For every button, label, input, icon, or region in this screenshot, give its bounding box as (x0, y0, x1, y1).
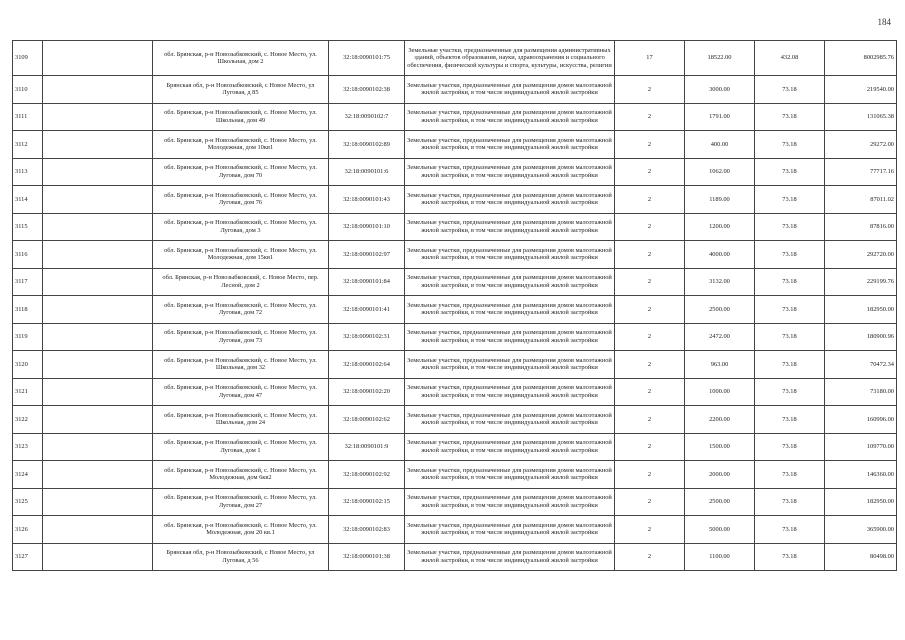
table-row (13, 268, 897, 296)
cadastral-number: 32:18:0090102:15 (329, 488, 405, 516)
cadastral-number: 32:18:0090102:31 (329, 323, 405, 351)
table-row (13, 131, 897, 159)
table-row (13, 516, 897, 544)
area-value: 963.00 (685, 351, 755, 379)
rate-value: 73.18 (755, 158, 825, 186)
rate-value: 73.18 (755, 213, 825, 241)
rate-value: 73.18 (755, 268, 825, 296)
address-cell: обл. Брянская, р-н Новозыбковский, с. Новое Место, ул. Молодежная, дом 6кв2 (153, 461, 329, 489)
area-value: 2000.00 (685, 461, 755, 489)
row-number: 3124 (13, 461, 43, 489)
cadastral-number: 32:18:0090102:20 (329, 378, 405, 406)
cadastral-number: 32:18:0090101:41 (329, 296, 405, 324)
land-use-description: Земельные участки, предназначенные для размещения домов малоэтажной жилой застройки, в том числе индивидуальной жилой застройки (405, 406, 615, 434)
rate-value: 432.08 (755, 41, 825, 76)
cadastral-number: 32:18:0090102:97 (329, 241, 405, 269)
cadastral-value: 182950.00 (825, 488, 897, 516)
land-use-description: Земельные участки, предназначенные для размещения домов малоэтажной жилой застройки, в том числе индивидуальной жилой застройки (405, 378, 615, 406)
land-use-description: Земельные участки, предназначенные для размещения домов малоэтажной жилой застройки, в том числе индивидуальной жилой застройки (405, 433, 615, 461)
area-value: 1100.00 (685, 543, 755, 571)
blank-cell (43, 516, 153, 544)
blank-cell (43, 378, 153, 406)
land-use-description: Земельные участки, предназначенные для размещения домов малоэтажной жилой застройки, в том числе индивидуальной жилой застройки (405, 351, 615, 379)
category-code: 2 (615, 461, 685, 489)
cadastral-value: 160996.00 (825, 406, 897, 434)
table-row (13, 378, 897, 406)
category-code: 2 (615, 131, 685, 159)
category-code: 2 (615, 323, 685, 351)
table-row (13, 543, 897, 571)
row-number: 3122 (13, 406, 43, 434)
address-cell: обл. Брянская, р-н Новозыбковский, с. Новое Место, ул. Луговая, дом 72 (153, 296, 329, 324)
land-use-description: Земельные участки, предназначенные для размещения домов малоэтажной жилой застройки, в том числе индивидуальной жилой застройки (405, 213, 615, 241)
row-number: 3117 (13, 268, 43, 296)
blank-cell (43, 543, 153, 571)
cadastral-number: 32:18:0090101:43 (329, 186, 405, 214)
land-use-description: Земельные участки, предназначенные для размещения домов малоэтажной жилой застройки, в том числе индивидуальной жилой застройки (405, 103, 615, 131)
cadastral-number: 32:18:0090102:89 (329, 131, 405, 159)
address-cell: обл. Брянская, р-н Новозыбковский, с. Новое Место, ул. Луговая, дом 1 (153, 433, 329, 461)
category-code: 2 (615, 103, 685, 131)
address-cell: обл. Брянская, р-н Новозыбковский, с. Новое Место, ул. Молодежная, дом 20 кв.1 (153, 516, 329, 544)
category-code: 2 (615, 158, 685, 186)
cadastral-number: 32:18:0090101:84 (329, 268, 405, 296)
cadastral-number: 32:18:0090101:10 (329, 213, 405, 241)
cadastral-number: 32:18:0090102:62 (329, 406, 405, 434)
table-body (13, 41, 897, 571)
row-number: 3113 (13, 158, 43, 186)
table-row (13, 158, 897, 186)
cadastral-number: 32:18:0090102:64 (329, 351, 405, 379)
address-cell: Брянская обл, р-н Новозыбковский, с Новое Место, ул Луговая, д 56 (153, 543, 329, 571)
cadastral-value: 131065.38 (825, 103, 897, 131)
land-use-description: Земельные участки, предназначенные для размещения домов малоэтажной жилой застройки, в том числе индивидуальной жилой застройки (405, 76, 615, 104)
rate-value: 73.18 (755, 543, 825, 571)
cadastral-value: 8002985.76 (825, 41, 897, 76)
table-row (13, 41, 897, 76)
row-number: 3112 (13, 131, 43, 159)
table-row (13, 488, 897, 516)
table-row (13, 433, 897, 461)
rate-value: 73.18 (755, 433, 825, 461)
row-number: 3126 (13, 516, 43, 544)
rate-value: 73.18 (755, 76, 825, 104)
cadastral-value: 87816.00 (825, 213, 897, 241)
area-value: 5000.00 (685, 516, 755, 544)
table-row (13, 296, 897, 324)
cadastral-number: 32:18:0090101:6 (329, 158, 405, 186)
address-cell: обл. Брянская, р-н Новозыбковский, с. Новое Место, ул. Луговая, дом 70 (153, 158, 329, 186)
row-number: 3109 (13, 41, 43, 76)
address-cell: обл. Брянская, р-н Новозыбковский, с. Новое Место, пер. Лесной, дом 2 (153, 268, 329, 296)
address-cell: Брянская обл, р-н Новозыбковский, с Новое Место, ул Луговая, д 85 (153, 76, 329, 104)
land-use-description: Земельные участки, предназначенные для размещения домов малоэтажной жилой застройки, в том числе индивидуальной жилой застройки (405, 186, 615, 214)
land-registry-table (12, 40, 897, 571)
category-code: 2 (615, 186, 685, 214)
area-value: 1500.00 (685, 433, 755, 461)
cadastral-value: 109770.00 (825, 433, 897, 461)
rate-value: 73.18 (755, 131, 825, 159)
table-row (13, 76, 897, 104)
blank-cell (43, 131, 153, 159)
blank-cell (43, 433, 153, 461)
cadastral-value: 292720.00 (825, 241, 897, 269)
row-number: 3127 (13, 543, 43, 571)
rate-value: 73.18 (755, 461, 825, 489)
blank-cell (43, 158, 153, 186)
blank-cell (43, 323, 153, 351)
area-value: 2472.00 (685, 323, 755, 351)
table-row (13, 323, 897, 351)
land-use-description: Земельные участки, предназначенные для размещения домов малоэтажной жилой застройки, в том числе индивидуальной жилой застройки (405, 268, 615, 296)
row-number: 3119 (13, 323, 43, 351)
category-code: 2 (615, 433, 685, 461)
blank-cell (43, 41, 153, 76)
category-code: 17 (615, 41, 685, 76)
category-code: 2 (615, 296, 685, 324)
cadastral-value: 73180.00 (825, 378, 897, 406)
rate-value: 73.18 (755, 103, 825, 131)
land-use-description: Земельные участки, предназначенные для размещения домов малоэтажной жилой застройки, в том числе индивидуальной жилой застройки (405, 241, 615, 269)
area-value: 2500.00 (685, 296, 755, 324)
area-value: 2500.00 (685, 488, 755, 516)
address-cell: обл. Брянская, р-н Новозыбковский, с. Новое Место, ул. Луговая, дом 27 (153, 488, 329, 516)
address-cell: обл. Брянская, р-н Новозыбковский, с. Новое Место, ул. Луговая, дом 47 (153, 378, 329, 406)
land-use-description: Земельные участки, предназначенные для размещения домов малоэтажной жилой застройки, в том числе индивидуальной жилой застройки (405, 543, 615, 571)
address-cell: обл. Брянская, р-н Новозыбковский, с. Новое Место, ул. Луговая, дом 3 (153, 213, 329, 241)
address-cell: обл. Брянская, р-н Новозыбковский, с. Новое Место, ул. Школьная, дом 24 (153, 406, 329, 434)
table-row (13, 103, 897, 131)
table-row (13, 351, 897, 379)
area-value: 1189.00 (685, 186, 755, 214)
address-cell: обл. Брянская, р-н Новозыбковский, с. Новое Место, ул. Молодежная, дом 15кв1 (153, 241, 329, 269)
address-cell: обл. Брянская, р-н Новозыбковский, с. Новое Место, ул. Школьная, дом 2 (153, 41, 329, 76)
category-code: 2 (615, 378, 685, 406)
cadastral-value: 29272.00 (825, 131, 897, 159)
rate-value: 73.18 (755, 351, 825, 379)
address-cell: обл. Брянская, р-н Новозыбковский, с. Новое Место, ул. Молодежная, дом 10кв1 (153, 131, 329, 159)
land-use-description: Земельные участки, предназначенные для размещения домов малоэтажной жилой застройки, в том числе индивидуальной жилой застройки (405, 131, 615, 159)
category-code: 2 (615, 488, 685, 516)
table-row (13, 461, 897, 489)
cadastral-value: 87011.02 (825, 186, 897, 214)
row-number: 3114 (13, 186, 43, 214)
land-use-description: Земельные участки, предназначенные для размещения домов малоэтажной жилой застройки, в том числе индивидуальной жилой застройки (405, 323, 615, 351)
category-code: 2 (615, 351, 685, 379)
table-row (13, 241, 897, 269)
rate-value: 73.18 (755, 323, 825, 351)
area-value: 18522.00 (685, 41, 755, 76)
address-cell: обл. Брянская, р-н Новозыбковский, с. Новое Место, ул. Школьная, дом 49 (153, 103, 329, 131)
row-number: 3125 (13, 488, 43, 516)
row-number: 3121 (13, 378, 43, 406)
cadastral-value: 70472.34 (825, 351, 897, 379)
address-cell: обл. Брянская, р-н Новозыбковский, с. Новое Место, ул. Луговая, дом 76 (153, 186, 329, 214)
blank-cell (43, 406, 153, 434)
address-cell: обл. Брянская, р-н Новозыбковский, с. Новое Место, ул. Луговая, дом 73 (153, 323, 329, 351)
cadastral-value: 219540.00 (825, 76, 897, 104)
rate-value: 73.18 (755, 186, 825, 214)
address-cell: обл. Брянская, р-н Новозыбковский, с. Новое Место, ул. Школьная, дом 32 (153, 351, 329, 379)
cadastral-value: 365900.00 (825, 516, 897, 544)
land-use-description: Земельные участки, предназначенные для размещения домов малоэтажной жилой застройки, в том числе индивидуальной жилой застройки (405, 461, 615, 489)
blank-cell (43, 351, 153, 379)
blank-cell (43, 76, 153, 104)
cadastral-number: 32:18:0090102:38 (329, 76, 405, 104)
category-code: 2 (615, 516, 685, 544)
blank-cell (43, 186, 153, 214)
area-value: 1200.00 (685, 213, 755, 241)
rate-value: 73.18 (755, 488, 825, 516)
rate-value: 73.18 (755, 241, 825, 269)
category-code: 2 (615, 241, 685, 269)
area-value: 3000.00 (685, 76, 755, 104)
cadastral-value: 229199.76 (825, 268, 897, 296)
category-code: 2 (615, 76, 685, 104)
blank-cell (43, 241, 153, 269)
cadastral-number: 32:18:0090101:38 (329, 543, 405, 571)
rate-value: 73.18 (755, 378, 825, 406)
area-value: 2200.00 (685, 406, 755, 434)
cadastral-value: 80498.00 (825, 543, 897, 571)
row-number: 3123 (13, 433, 43, 461)
land-use-description: Земельные участки, предназначенные для размещения домов малоэтажной жилой застройки, в том числе индивидуальной жилой застройки (405, 488, 615, 516)
blank-cell (43, 213, 153, 241)
land-use-description: Земельные участки, предназначенные для размещения домов малоэтажной жилой застройки, в том числе индивидуальной жилой застройки (405, 516, 615, 544)
row-number: 3116 (13, 241, 43, 269)
rate-value: 73.18 (755, 296, 825, 324)
row-number: 3115 (13, 213, 43, 241)
land-use-description: Земельные участки, предназначенные для размещения административных зданий, объектов образования, науки, здравоохранения и социального обеспечения, физической культуры и спорта, культуры, искусства, религии (405, 41, 615, 76)
land-use-description: Земельные участки, предназначенные для размещения домов малоэтажной жилой застройки, в том числе индивидуальной жилой застройки (405, 296, 615, 324)
land-use-description: Земельные участки, предназначенные для размещения домов малоэтажной жилой застройки, в том числе индивидуальной жилой застройки (405, 158, 615, 186)
area-value: 4000.00 (685, 241, 755, 269)
area-value: 400.00 (685, 131, 755, 159)
cadastral-number: 32:18:0090101:75 (329, 41, 405, 76)
blank-cell (43, 103, 153, 131)
table-row (13, 406, 897, 434)
cadastral-value: 77717.16 (825, 158, 897, 186)
table-row (13, 186, 897, 214)
category-code: 2 (615, 543, 685, 571)
cadastral-number: 32:18:0090102:92 (329, 461, 405, 489)
blank-cell (43, 296, 153, 324)
row-number: 3118 (13, 296, 43, 324)
rate-value: 73.18 (755, 406, 825, 434)
row-number: 3111 (13, 103, 43, 131)
cadastral-value: 146360.00 (825, 461, 897, 489)
category-code: 2 (615, 406, 685, 434)
blank-cell (43, 268, 153, 296)
area-value: 3132.00 (685, 268, 755, 296)
blank-cell (43, 461, 153, 489)
row-number: 3110 (13, 76, 43, 104)
blank-cell (43, 488, 153, 516)
area-value: 1000.00 (685, 378, 755, 406)
cadastral-value: 180900.96 (825, 323, 897, 351)
row-number: 3120 (13, 351, 43, 379)
cadastral-number: 32:18:0090102:7 (329, 103, 405, 131)
area-value: 1791.00 (685, 103, 755, 131)
cadastral-number: 32:18:0090101:9 (329, 433, 405, 461)
cadastral-number: 32:18:0090102:83 (329, 516, 405, 544)
category-code: 2 (615, 268, 685, 296)
area-value: 1062.00 (685, 158, 755, 186)
table-row (13, 213, 897, 241)
rate-value: 73.18 (755, 516, 825, 544)
page-number: 184 (877, 17, 891, 27)
cadastral-value: 182950.00 (825, 296, 897, 324)
category-code: 2 (615, 213, 685, 241)
